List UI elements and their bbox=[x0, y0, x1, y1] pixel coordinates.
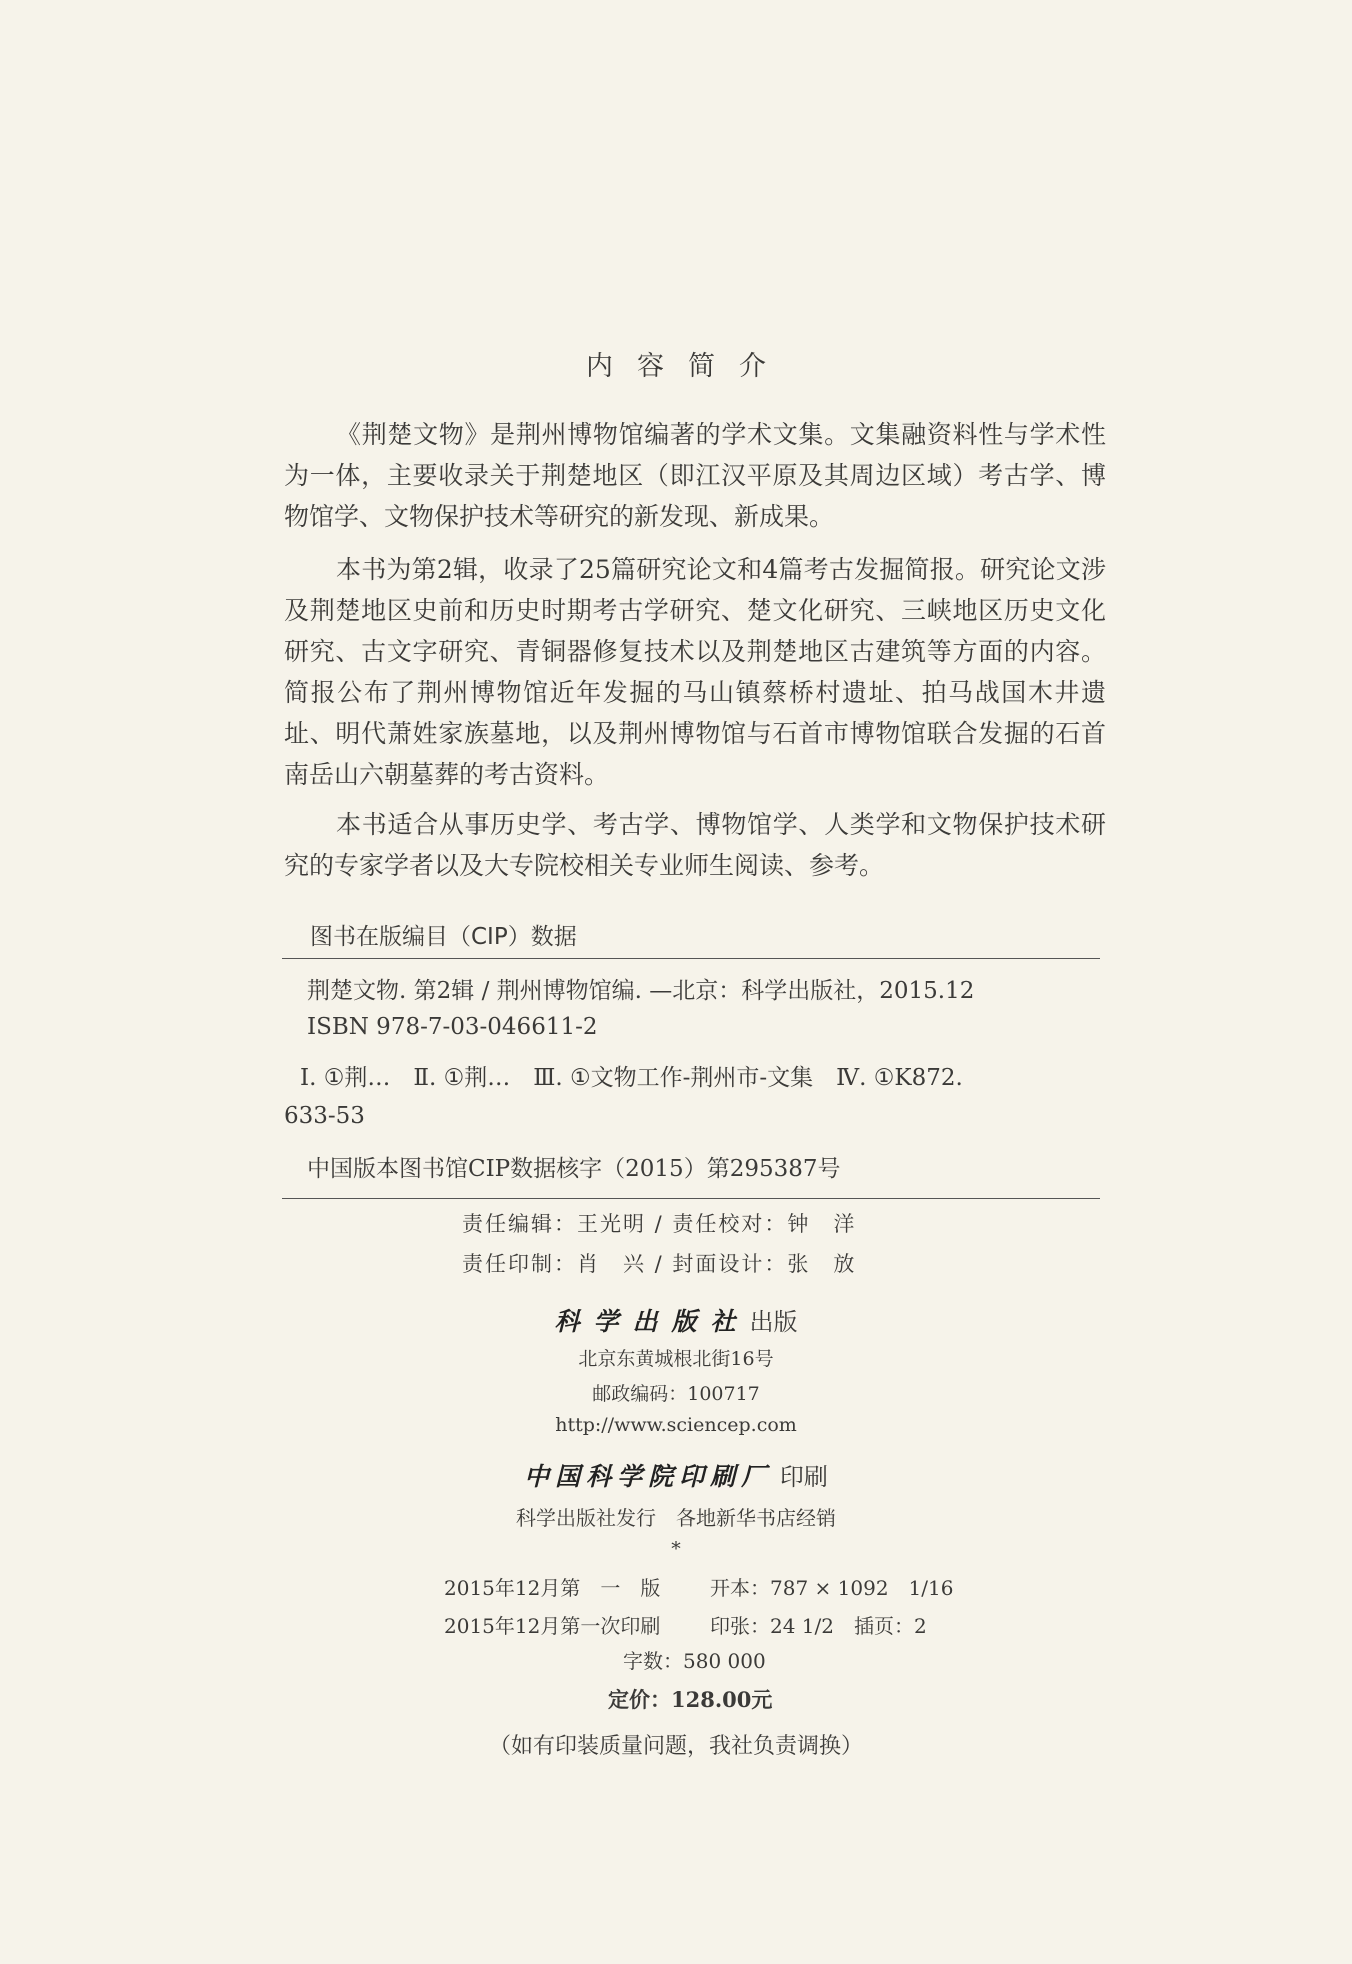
page-title: 内容简介 bbox=[586, 351, 790, 382]
paragraph-line: 为一体，主要收录关于荆楚地区（即江汉平原及其周边区域）考古学、博 bbox=[284, 461, 1106, 490]
publisher-url: http://www.sciencep.com bbox=[555, 1414, 797, 1436]
price-value: 128.00元 bbox=[671, 1687, 773, 1712]
paragraph-line: 简报公布了荆州博物馆近年发掘的马山镇蔡桥村遗址、拍马战国木井遗 bbox=[284, 678, 1106, 707]
divider bbox=[282, 958, 1100, 959]
publisher-address: 北京东黄城根北街16号 bbox=[578, 1348, 774, 1370]
word-count: 字数：580 000 bbox=[623, 1649, 766, 1673]
summary-paragraph bbox=[284, 804, 1106, 886]
paragraph-line: 本书为第2辑，收录了25篇研究论文和4篇考古发掘简报。研究论文涉 bbox=[336, 555, 1106, 584]
separator-asterisk: * bbox=[671, 1538, 681, 1560]
paragraph-line: 南岳山六朝墓葬的考古资料。 bbox=[284, 760, 610, 789]
format: 开本：787 × 1092 1/16 bbox=[710, 1576, 954, 1600]
cip-number: 中国版本图书馆CIP数据核字（2015）第295387号 bbox=[307, 1156, 841, 1182]
paragraph-line: 研究、古文字研究、青铜器修复技术以及荆楚地区古建筑等方面的内容。 bbox=[284, 637, 1106, 666]
paragraph-line: 址、明代萧姓家族墓地，以及荆州博物馆与石首市博物馆联合发掘的石首 bbox=[284, 719, 1106, 748]
paragraph-line: 本书适合从事历史学、考古学、博物馆学、人类学和文物保护技术研 bbox=[336, 810, 1106, 839]
credits-line-1: 责任编辑：王光明 / 责任校对：钟 洋 bbox=[462, 1212, 857, 1236]
cip-classification: Ⅰ. ①荆… Ⅱ. ①荆… Ⅲ. ①文物工作-荆州市-文集 Ⅳ. ①K872. bbox=[300, 1065, 963, 1091]
publisher-suffix: 出版 bbox=[749, 1308, 798, 1336]
summary-paragraph bbox=[284, 414, 1106, 537]
cip-isbn: ISBN 978-7-03-046611-2 bbox=[307, 1014, 598, 1040]
price-label: 定价： bbox=[608, 1687, 671, 1712]
credits-line-2: 责任印制：肖 兴 / 封面设计：张 放 bbox=[462, 1252, 857, 1276]
printer-logo: 中国科学院印刷厂 bbox=[524, 1462, 773, 1491]
distribution: 科学出版社发行 各地新华书店经销 bbox=[516, 1506, 836, 1530]
cip-heading: 图书在版编目（CIP）数据 bbox=[310, 924, 577, 950]
printing: 2015年12月第一次印刷 bbox=[444, 1614, 661, 1638]
cip-title-line: 荆楚文物. 第2辑 / 荆州博物馆编. —北京：科学出版社，2015.12 bbox=[307, 978, 975, 1004]
printer-suffix: 印刷 bbox=[779, 1463, 828, 1491]
cip-classification-cont: 633-53 bbox=[284, 1103, 365, 1129]
paragraph-line: 物馆学、文物保护技术等研究的新发现、新成果。 bbox=[284, 502, 835, 531]
divider bbox=[282, 1198, 1100, 1199]
publisher-logo: 科学出版社 bbox=[554, 1307, 750, 1336]
paragraph-line: 及荆楚地区史前和历史时期考古学研究、楚文化研究、三峡地区历史文化 bbox=[284, 596, 1106, 625]
quality-note: （如有印装质量问题，我社负责调换） bbox=[488, 1734, 863, 1759]
publisher-postcode: 邮政编码：100717 bbox=[592, 1383, 760, 1405]
edition: 2015年12月第 一 版 bbox=[444, 1576, 661, 1600]
sheets: 印张：24 1/2 插页：2 bbox=[710, 1614, 927, 1638]
paragraph-line: 究的专家学者以及大专院校相关专业师生阅读、参考。 bbox=[284, 851, 885, 880]
paragraph-line: 《荆楚文物》是荆州博物馆编著的学术文集。文集融资料性与学术性 bbox=[336, 420, 1106, 449]
publisher-line bbox=[0, 1302, 1352, 1338]
price bbox=[608, 1684, 772, 1714]
printer-line bbox=[0, 1457, 1352, 1493]
summary-paragraph bbox=[284, 549, 1106, 795]
